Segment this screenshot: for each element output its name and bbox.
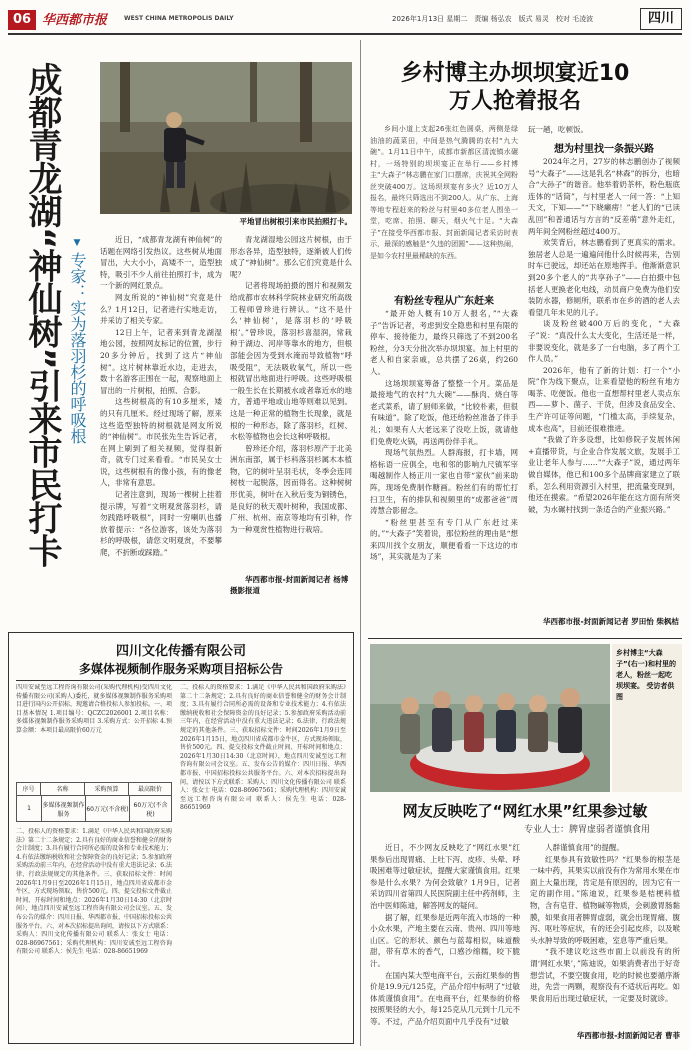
story2-body-col2-top <box>528 124 680 138</box>
story1-body-col1 <box>100 234 222 600</box>
story1-para: 曾珍还介绍，落羽杉原产于北美洲东南部，属于杉科落羽杉属木本植物，它的树叶呈羽毛状，冬季会连同树枝一起脱落，因而得名。这种树树形优美，树叶在入秋后变为铜锈色，是良好的秋天观叶树种，我国成都、广州、杭州、南京等地均有引种，作为一种观赏性植物进行栽培。 <box>230 443 352 534</box>
banquet-photo <box>370 644 610 792</box>
page-header <box>8 8 682 34</box>
story2-para: 欢笑背后，林志鹏看到了更真实的需求。独居老人总是一遍遍问他什么时候再来，告别时车已驶远，却还站在原地挥手。他渐渐意识到20多个老人的“共享孙子”——白拍摄中包括老人更换老化电线，动员商户免费为他们安装防水器，修厕所，联系市在乡的酒的老人去看望几年未见的儿子。 <box>528 238 680 317</box>
story1-para: 这些树根高的有10多厘米，矮的只有几厘米。经过现场了解，原来这些造型独特的树根就是网友所说的“神仙树”。市民张先生告诉记者，在网上刷到了相关视频，觉得很新奇，就专门过来看看。“市民吴女士说，这些树根有的像小孩，有的像老人，非常有意思。 <box>100 397 222 488</box>
column-divider <box>360 40 361 1046</box>
story2-para: 2024年之月，27岁的林志鹏创办了视频号“大森子”——这是乳名“林森”的拆分，也暗合“大孙子”的谐音。他举着奶茶杯，粉色瓶底连体的“话筒”，与村里老人一问一答：“上知天文，下知——”“下晓癞痨！”老人们的“已读乱回”和普通话与方言的“反差萌”意外走红，两年间全网粉丝超过400万。 <box>528 157 680 236</box>
ad-intro: 四川安诚至远工程咨询有限公司(采购代理机构)受四川文化传播有限公司(采购人)委托，就多媒体视频制作服务采购项目进行国内公开招标，现邀请合格投标人参加投标。一、项目基本情况 1.项目编号：QCZC2026001 2.项目名称：多媒体视频制作服务采购项目 3.采购方式：公开招标 4.预算金额：本项目最高限价60万元 <box>16 684 172 734</box>
ad-td: 60万元(不含税) <box>129 796 171 821</box>
ad-table-header <box>16 782 172 796</box>
story3-headline: 网友反映吃了“网红水果”红果参过敏 <box>402 802 648 820</box>
page-number: 06 <box>8 10 36 30</box>
story3-para: 在国内某大型电商平台，云南红果参的售价是19.9元/125克，产品介绍中标明了“过敏体质谨慎食用”。在电商平台，红果参的价格按照果径的大小，每125克从几元到十几元不等。不过，产品介绍页面中几乎没有“过敏 <box>370 970 520 1026</box>
story1-para: 青龙湖湿地公园这片树根，由于形态各异，造型独特，逐渐被人们传成了“神仙树”。那么它们究竟是什么呢？ <box>230 235 352 279</box>
story3-para: 据了解，红果参是近两年流入市场的一种小众水果，产地主要在云南、贵州、四川等地山区。它的形状、颜色与蓝莓相似，味道酸甜，带有草木的香气，口感沙绵糯，咬下脆汁。 <box>370 912 520 968</box>
ad-body: 二、投标人的资格要求：1.满足《中华人民共和国政府采购法》第二十二条规定；2.具有良好的商业信誉和健全的财务会计制度；3.具有履行合同所必需的设备和专业技术能力；4.有依法缴纳税收和社会保障资金的良好记录；5.参加政府采购活动前三年内，在经营活动中没有重大违法记录；6.法律、行政法规规定的其他条件。三、获取招标文件：时间2026年1月9日至2026年1月15日，地点四川省成都市金牛区，方式现场领取，售价500元。四、提交投标文件截止时间、开标时间和地点：2026年1月30日14:30（北京时间），地点四川安诚至远工程咨询有限公司会议室。五、发布公告的媒介：四川日报、华西都市报、中国招标投标公共服务平台。六、对本次招标提出询问，请按以下方式联系：采购人：四川文化传播有限公司 联系人：张女士 电话：028-86967561；采购代理机构：四川安诚至远工程咨询有限公司 联系人：侯先生 电话：028-86651969 <box>180 684 346 812</box>
story3-para: 人群谨慎食用”的提醒。 <box>545 843 624 852</box>
story1-body-col2 <box>230 234 352 574</box>
story2-sub1: 有粉丝专程从广东赶来 <box>394 296 494 307</box>
story3-body-col1 <box>370 842 520 1044</box>
ad-org: 四川文化传播有限公司 <box>115 644 246 659</box>
story2-para: 2026年，他有了新的计划：打一个“小院”作为线下聚点，让来看望他的粉丝有地方喝茶、吃便饭。他也一直想帮村里老人卖点东西——萝卜、菌子、干货，但涉及食品安全、生产许可证等问题，“门槛太高，手续复杂，成本也高”，目前还很难推进。 <box>528 365 680 433</box>
story3-body-col2 <box>530 842 680 1026</box>
story3-para: “我不建议吃这些市面上以前没有的所谓‘网红水果’，”陈迪说，如果消费者出于好奇想尝试，不要空腹食用，吃的时候也要循序渐进，先尝一两颗，观察没有不适状后再吃。如果食用后出现过敏症状，一定要及时就诊。 <box>530 947 680 1003</box>
story2-byline: 华西都市报-封面新闻记者 罗田怡 柴枫桔 <box>543 617 679 626</box>
story3-para: 红果参具有致敏性吗？“红果参的根茎是一味中药，其果实以前没有作为常用水果在市面上大量出现，肯定是有原因的，因为它有一定的副作用。”陈迪说，红果参是桔梗科植物，含有皂苷、植物碱等物质，会刺激胃肠黏膜，如果食用者脾胃虚弱，就会出现胃痛、腹泻、呕吐等症状，有的还会引起皮疹，以及喉头水肿导致的呼吸困难，室息等严重后果。 <box>530 854 680 945</box>
story2-photo-caption: 乡村博主“大森子”(右一)和村里的老人，粉丝一起吃坝坝宴。 受访者供图 <box>616 649 676 701</box>
story3-rule <box>368 638 682 639</box>
header-rule <box>8 33 682 35</box>
brand-english: WEST CHINA METROPOLIS DAILY <box>124 15 234 22</box>
story2-body-col1 <box>370 308 518 622</box>
cypress-roots-photo <box>100 62 352 214</box>
story2-para: “我做了许多设想，比如修院子发展休闲+直播带货，与企业合作发展文旅，发展手工业让老年人参与……”“大森子”说，通过两年做自媒体，他已和100多个品牌商家建立了联系，怎么利用资源引入村里，把流量变现到，他还在摸索。“希望2026年能在这方面有所突破，为水碾村找到一条适合的产业振兴路。” <box>528 435 680 514</box>
story3-subhead: 专业人士：脾胃虚弱者谨慎食用 <box>523 825 650 835</box>
story3-byline: 华西都市报-封面新闻记者 曹菲 <box>576 1031 680 1040</box>
ad-td: 60万元(不含税) <box>85 796 129 821</box>
ad-th: 序号 <box>17 783 41 795</box>
story2-para: 玩一趟，吃顿饭。 <box>528 125 588 134</box>
story2-headline: 乡村博主办坝坝宴近10万人抢着报名 <box>400 61 630 114</box>
story3-para: 近日，不少网友反映吃了“网红水果”红果参后出现胃痛、上吐下泻、皮疹、头晕、呼吸困难等过敏症状，提醒大家谨慎食用。红果参是什么水果？为何会致敏？1月9日，记者采访四川省第四人民医院副主任中药剂师，主治中医师陈迪，解答网友的疑问。 <box>370 843 520 910</box>
story2-para: “最开始人概有10万人报名，”“大森子”告诉记者，考虑到安全隐患和村里有限的停车、接待能力，最终只筛选了不到200名粉丝，分3天分批次举办坝坝宴。加上村里的老人和自家亲戚，总共摆了26桌，约260人。 <box>370 309 518 376</box>
story2-body-col2 <box>528 156 680 618</box>
story1-para: 记者注意到，现场一棵树上挂着提示牌，写着“文明观赏落羽杉，请勿践踏呼吸根”，同时一穷喇叭也播放着提示：“各位游客，该处为落羽杉的呼吸根，请您文明观赏，不要攀爬，不折断或踩踏。” <box>100 490 222 558</box>
story1-para: 网友所说的“神仙树”究竟是什么？1月12日，记者进行实地走访，并采访了相关专家。 <box>100 292 222 326</box>
ad-table-row <box>16 796 172 822</box>
story2-para: “粉丝里甚至有专门从广东赶过来的。”“大森子”笑着说，那位粉丝的理由是“想来四川找个女朋友，顺便看看一下这边的市场”，其实就是为了来 <box>370 517 518 562</box>
ad-table <box>16 782 172 822</box>
story2-lead: 乡间小道上支起26张红色圆桌，两侧是绿油油的蔬菜田，中间是热气腾腾的农村“九大碗”。1月11日中午，成都市新都区清流镇水碾村，一场特别的坝坝宴正在举行——乡村博主“大森子”林志鹏在家门口摆席，庆祝其全网粉丝突破400万。这场坝坝宴有多火？近10万人报名，最终只筛选出不到200人。从广东、上海等地专程赶来的粉丝与村里40多位老人围坐一堂，吃席、拍照、聊天，烟火气十足。“大森子”在接受华西都市报、封面新闻记者采访时表示，最深的感触是“久违的团圆”——这种热闹，是如今农村里最稀缺的东西。 <box>370 125 518 260</box>
story1-subhead: 专家：实为落羽杉的呼吸根 <box>68 252 87 444</box>
ad-th: 最高限价 <box>137 786 162 793</box>
story2-para: 现场气氛热烈。人群海报，打卡墙，网格标语一应俱全，电和邻的影响九尺镇军宰喝越制作人杨正川一家也自带“家伙”前来助阵，现场免费制作糖画。粉丝们有的帮忙打扫卫生，有的排队和视频里的“成都爸爸”周涛慧合影留念。 <box>370 448 518 516</box>
section-name: 四川 <box>640 8 682 30</box>
ad-title-rule <box>16 680 346 681</box>
story1-photo-caption: 平地冒出树根引来市民拍照打卡。 <box>239 217 352 226</box>
story1-para: 记者将现场拍摄的图片和视频发给成都市农林科学院林业研究所高级工程师曾珍进行辨认。“这不是什么‘神仙树’，是落羽杉的‘呼吸根’。”曾珍说，落羽杉喜湿润，常栽种于湖边、河岸等靠水的地方，但根部能会因为受到水淹而导致植物“呼吸受阻”，无法吸收氧气，所以一些根就冒出地面进行呼吸。这些呼吸根一般生长在长期被水或者靠近水的地方，普通平地或山地等则难以见到。这是一种正常的植物生长现象，就是根的一种形态，除了落羽杉，红树、水松等植物也会长这种呼吸根。 <box>230 281 352 442</box>
story2-para: 这场坝坝宴筹备了整整一个月。菜品是最接地气的农村“九大碗”——酥肉、烧白等老式菜系，请了厨师来做，“比较朴素，但很有味道”。除了吃饭，他还给粉丝准备了伴手礼；如果有人大老远来了没吃上饭，就请他们免费吃火锅，再送两份伴手礼。 <box>370 378 518 446</box>
ad-td: 多媒体视频制作服务 <box>41 796 85 821</box>
brand-logo: 华西都市报 <box>42 13 108 28</box>
ad-td: 1 <box>27 805 31 812</box>
story1-headline: 成都青龙湖“神仙树”引来市民打卡 <box>22 62 62 567</box>
story1-para: 12日上午，记者来到青龙湖湿地公园，按照网友标记的位置，步行20多分钟后，找到了这片“神仙树”。这片树林靠近水边，走进去，数十名游客正围在一起，观察地面上冒出的一片树根，拍照、合影。 <box>100 327 222 395</box>
ad-th: 采购预算 <box>85 783 129 795</box>
date-line: 2026年1月13日 星期二 责编 杨弘农 版式 易灵 校对 毛凌波 <box>392 15 594 23</box>
story1-subhead-marker: ▼ <box>73 238 81 248</box>
story1-photo <box>100 62 352 214</box>
story2-para: 谈及粉丝破400万后的变化，“大森子”说：“真没什么太大变化，生活还是一样，非要说变化，就是多了一台电脑，多了两个工作人员。” <box>528 319 680 364</box>
ad-th: 名称 <box>41 783 85 795</box>
ad-body-left-lower: 二、投标人的资格要求：1.满足《中华人民共和国政府采购法》第二十二条规定；2.具有良好的商业信誉和健全的财务会计制度；3.具有履行合同所必需的设备和专业技术能力；4.有依法缴纳税收和社会保障资金的良好记录；5.参加政府采购活动前三年内，在经营活动中没有重大违法记录；6.法律、行政法规规定的其他条件。三、获取招标文件：时间2026年1月9日至2026年1月15日，地点四川省成都市金牛区，方式现场领取，售价500元。四、提交投标文件截止时间、开标时间和地点：2026年1月30日14:30（北京时间），地点四川安诚至远工程咨询有限公司会议室。五、发布公告的媒介：四川日报、华西都市报、中国招标投标公共服务平台。六、对本次招标提出询问，请按以下方式联系：采购人：四川文化传播有限公司 联系人：张女士 电话：028-86967561；采购代理机构：四川安诚至远工程咨询有限公司 联系人：侯先生 电话：028-86651969 <box>16 828 172 956</box>
story2-photo <box>370 644 610 792</box>
story1-byline: 华西都市报-封面新闻记者 杨博 摄影报道 <box>230 575 349 595</box>
story2-sub2: 想为村里找一条振兴路 <box>554 144 654 155</box>
ad-title: 多媒体视频制作服务采购项目招标公告 <box>78 662 283 676</box>
story1-para: 近日，“成都青龙湖有神仙树”的话题在网络引发热议。这些树从地面冒出，大大小小，高矮不一，造型独特，吸引不少人前往拍照打卡，成为一个新的网红景点。 <box>100 235 222 291</box>
